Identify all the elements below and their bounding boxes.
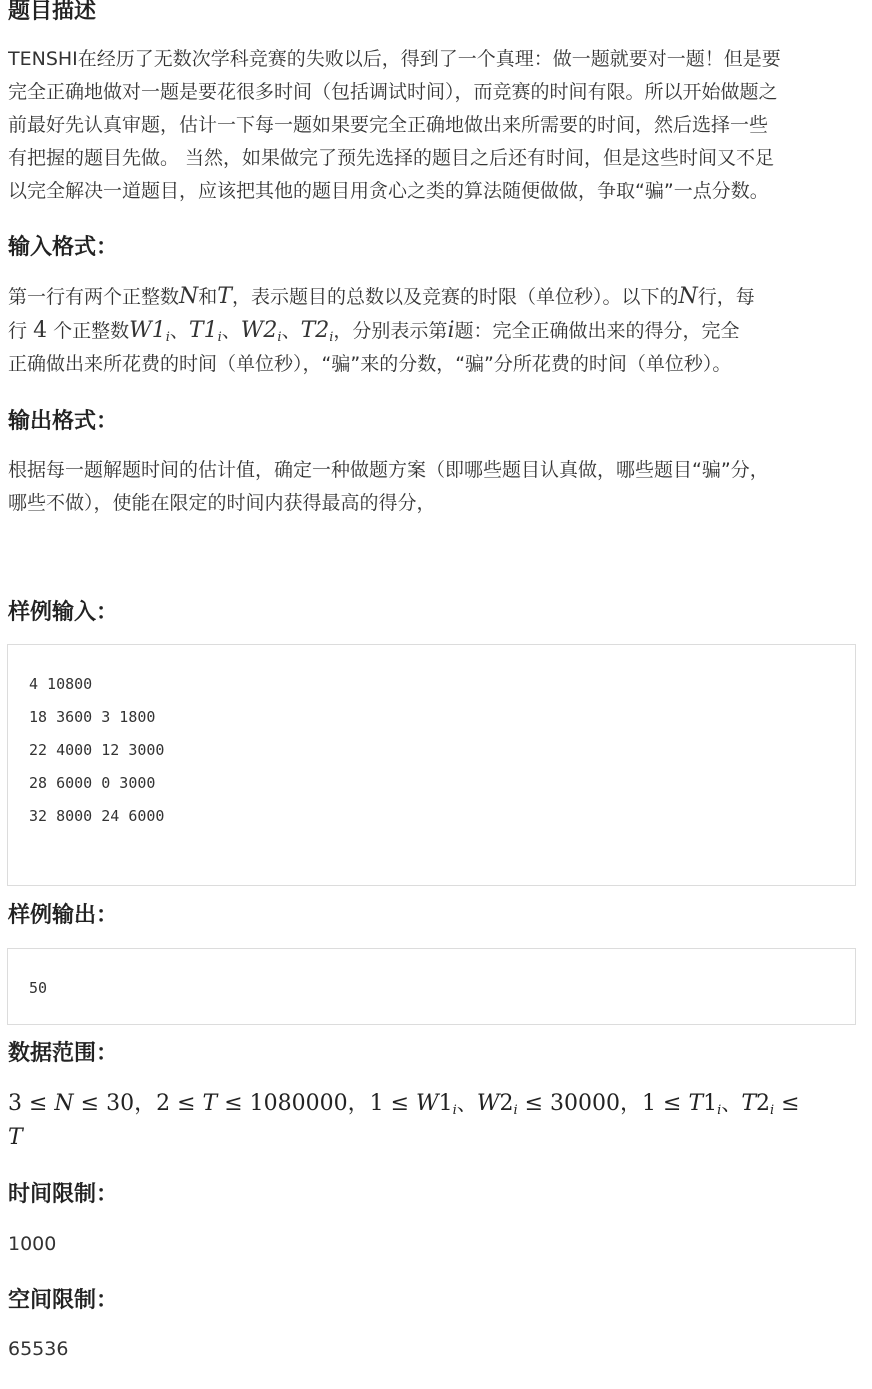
description-line: 前最好先认真审题，估计一下每一题如果要完全正确地做出来所需要的时间，然后选择一些 — [8, 114, 769, 136]
input-format-line: 行 4 个正整数$W1_i$、$T1_i$、$W2_i$、$T2_i$，分别表示第i题：完全正确做出来的得分，完全 — [8, 318, 740, 345]
sample-input-line: 28 6000 0 3000 — [29, 774, 156, 792]
output-format-title: 输出格式： — [8, 409, 119, 434]
sample-input-box[interactable] — [7, 644, 856, 886]
sample-input-line: 18 3600 3 1800 — [29, 708, 156, 726]
input-format-line: 第一行有两个正整数N和T，表示题目的总数以及竞赛的时限（单位秒）。以下的N行，每 — [8, 284, 755, 309]
sample-output-title: 样例输出： — [8, 903, 119, 928]
input-format-title: 输入格式： — [8, 235, 119, 260]
memory-limit-value: 65536 — [8, 1338, 69, 1360]
output-format-line: 哪些不做），使能在限定的时间内获得最高的得分， — [8, 492, 436, 514]
input-format-text — [8, 280, 858, 381]
sample-input-line: 22 4000 12 3000 — [29, 741, 165, 759]
description-text — [8, 43, 858, 208]
data-range-line: 3 ≤ N ≤ 30，2 ≤ T ≤ 1080000，$1 \le W1_i$、$W2_i \le 30000$，$1 \le T1_i$、$T2_i$ ≤ — [8, 1091, 800, 1118]
data-range-title: 数据范围： — [8, 1041, 119, 1066]
time-limit-value: 1000 — [8, 1233, 57, 1255]
output-format-line: 根据每一题解题时间的估计值，确定一种做题方案（即哪些题目认真做，哪些题目“骗”分， — [8, 459, 769, 481]
time-limit-title: 时间限制： — [8, 1182, 119, 1207]
description-line: TENSHI在经历了无数次学科竞赛的失败以后，得到了一个真理：做一题就要对一题！但是要 — [8, 48, 781, 70]
memory-limit-title: 空间限制： — [8, 1288, 119, 1313]
sample-output-box[interactable] — [7, 948, 856, 1025]
description-line: 有把握的题目先做。 当然，如果做完了预先选择的题目之后还有时间，但是这些时间又不足 — [8, 147, 775, 169]
sample-input-title: 样例输入： — [8, 600, 119, 625]
sample-input-line: 32 8000 24 6000 — [29, 807, 165, 825]
data-range-line: T — [8, 1125, 23, 1150]
input-format-line: 正确做出来所花费的时间（单位秒），“骗”来的分数，“骗”分所花费的时间（单位秒）。 — [8, 353, 732, 375]
output-format-text — [8, 454, 858, 520]
description-line: 完全正确地做对一题是要花很多时间（包括调试时间），而竞赛的时间有限。所以开始做题之 — [8, 81, 778, 103]
sample-output-line: 50 — [29, 979, 48, 997]
description-line: 以完全解决一道题目，应该把其他的题目用贪心之类的算法随便做做，争取“骗”一点分数。 — [8, 180, 769, 202]
description-title: 题目描述 — [8, 0, 97, 24]
sample-input-line: 4 10800 — [29, 675, 93, 693]
